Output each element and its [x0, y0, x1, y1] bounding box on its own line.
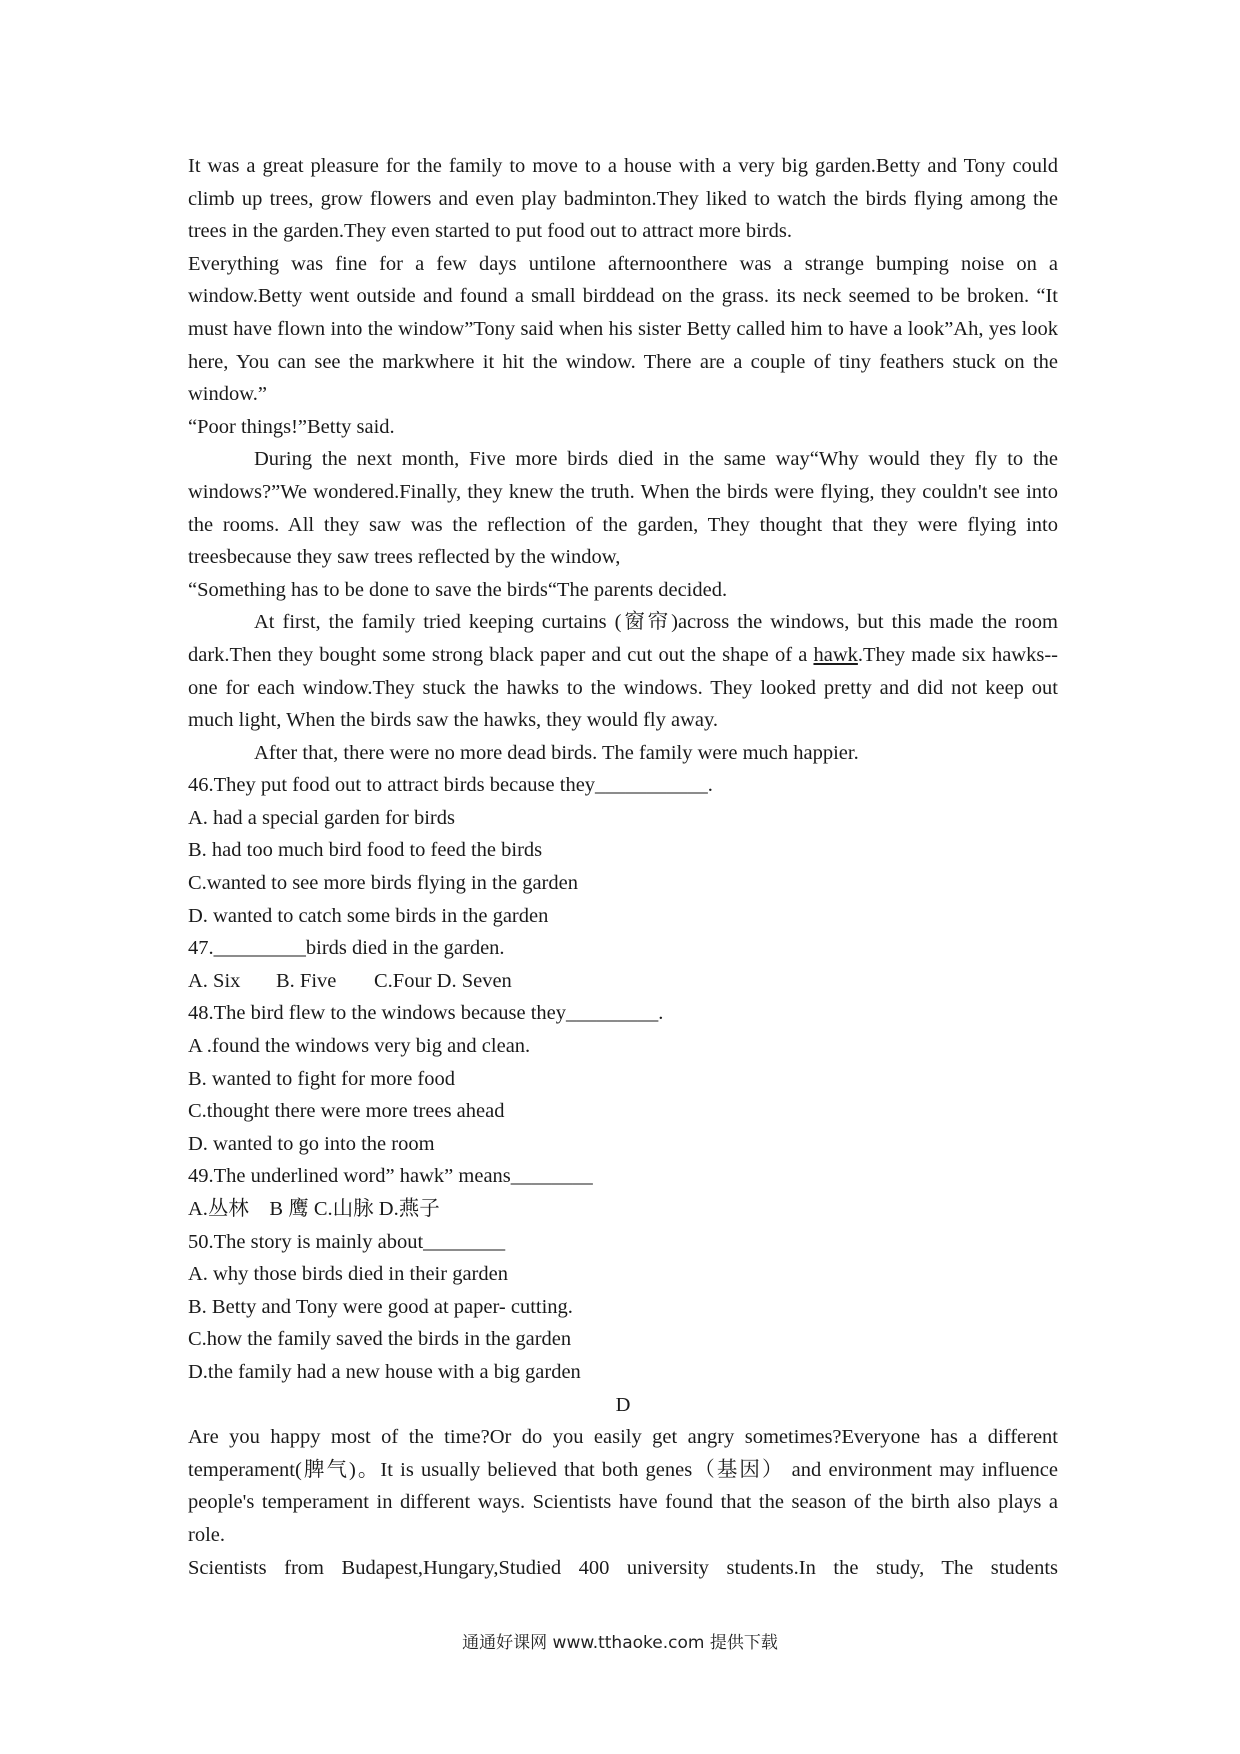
question-48: 48.The bird flew to the windows because they_________. — [188, 1002, 664, 1025]
passage-d-paragraph-1: Are you happy most of the time?Or do you easily get angry sometimes?Everyone has a different temperament(脾气)。It is usually believed that both genes（基因） and environment may influence people's temperament in different ways. Scientists have found that the season of the birth also plays a role. — [188, 1426, 1058, 1546]
underlined-word-hawk: hawk — [813, 643, 858, 666]
passage-c-paragraph-3: “Poor things!”Betty said. — [188, 415, 395, 438]
question-47: 47._________birds died in the garden. — [188, 937, 505, 960]
question-50-option-b: B. Betty and Tony were good at paper- cutting. — [188, 1295, 573, 1318]
paragraph-6-text-before: At first, the family tried keeping curtains (窗帘)across the windows, but this made the room dark.Then they bought some strong black paper and cut out the shape of a — [188, 611, 1058, 666]
passage-c-paragraph-6 — [188, 606, 1058, 736]
passage-c-paragraph-1: It was a great pleasure for the family to move to a house with a very big garden.Betty and Tony could climb up trees, grow flowers and even play badminton.They liked to watch the birds flying among the trees in the garden.They even started to put food out to attract more birds. — [188, 155, 1058, 243]
question-47-option-b: B. Five — [276, 969, 337, 992]
passage-c-paragraph-5: “Something has to be done to save the birds“The parents decided. — [188, 578, 728, 601]
question-48-option-a: A .found the windows very big and clean. — [188, 1035, 531, 1058]
question-49-options: A.丛林 B 鹰 C.山脉 D.燕子 — [188, 1198, 440, 1220]
passage-c-paragraph-7: After that, there were no more dead birds. The family were much happier. — [254, 741, 859, 764]
question-47-option-cd: C.Four D. Seven — [374, 969, 512, 992]
question-48-option-c: C.thought there were more trees ahead — [188, 1100, 505, 1123]
question-46: 46.They put food out to attract birds because they___________. — [188, 774, 713, 797]
question-50-option-a: A. why those birds died in their garden — [188, 1263, 508, 1286]
question-46-option-d: D. wanted to catch some birds in the garden — [188, 904, 549, 927]
question-49: 49.The underlined word” hawk” means________ — [188, 1165, 593, 1188]
question-48-option-b: B. wanted to fight for more food — [188, 1067, 456, 1090]
document-body — [188, 150, 1058, 1584]
question-47-option-a: A. Six — [188, 969, 241, 992]
paragraph-6-text-after: .They made six hawks--one for each window.They stuck the hawks to the windows. They looked pretty and did not keep out much light, When the birds saw the hawks, they would fly away. — [188, 643, 1058, 732]
passage-c-paragraph-4: During the next month, Five more birds died in the same way“Why would they fly to the windows?”We wondered.Finally, they knew the truth. When the birds were flying, they couldn't see into the rooms. All they saw was the reflection of the garden, They thought that they were flying into treesbecause they saw trees reflected by the window, — [188, 448, 1058, 569]
passage-d-heading: D — [615, 1393, 631, 1416]
question-46-option-a: A. had a special garden for birds — [188, 806, 455, 829]
question-50: 50.The story is mainly about________ — [188, 1230, 506, 1253]
passage-d-paragraph-2: Scientists from Budapest,Hungary,Studied 400 university students.In the study, The students — [188, 1556, 1058, 1579]
question-48-option-d: D. wanted to go into the room — [188, 1132, 435, 1155]
footer-download-notice: 通通好课网 www.tthaoke.com 提供下载 — [462, 1633, 778, 1653]
question-50-option-c: C.how the family saved the birds in the garden — [188, 1328, 572, 1351]
question-46-option-c: C.wanted to see more birds flying in the garden — [188, 872, 578, 895]
question-46-option-b: B. had too much bird food to feed the birds — [188, 839, 543, 862]
question-47-options — [188, 965, 1058, 998]
passage-c-paragraph-2: Everything was fine for a few days untilone afternoonthere was a strange bumping noise on a window.Betty went outside and found a small birddead on the grass. its neck seemed to be broken. “It must have flown into the window”Tony said when his sister Betty called him to have a look”Ah, yes look here, You can see the markwhere it hit the window. There are a couple of tiny feathers stuck on the window.” — [188, 252, 1058, 406]
question-50-option-d: D.the family had a new house with a big garden — [188, 1360, 581, 1383]
